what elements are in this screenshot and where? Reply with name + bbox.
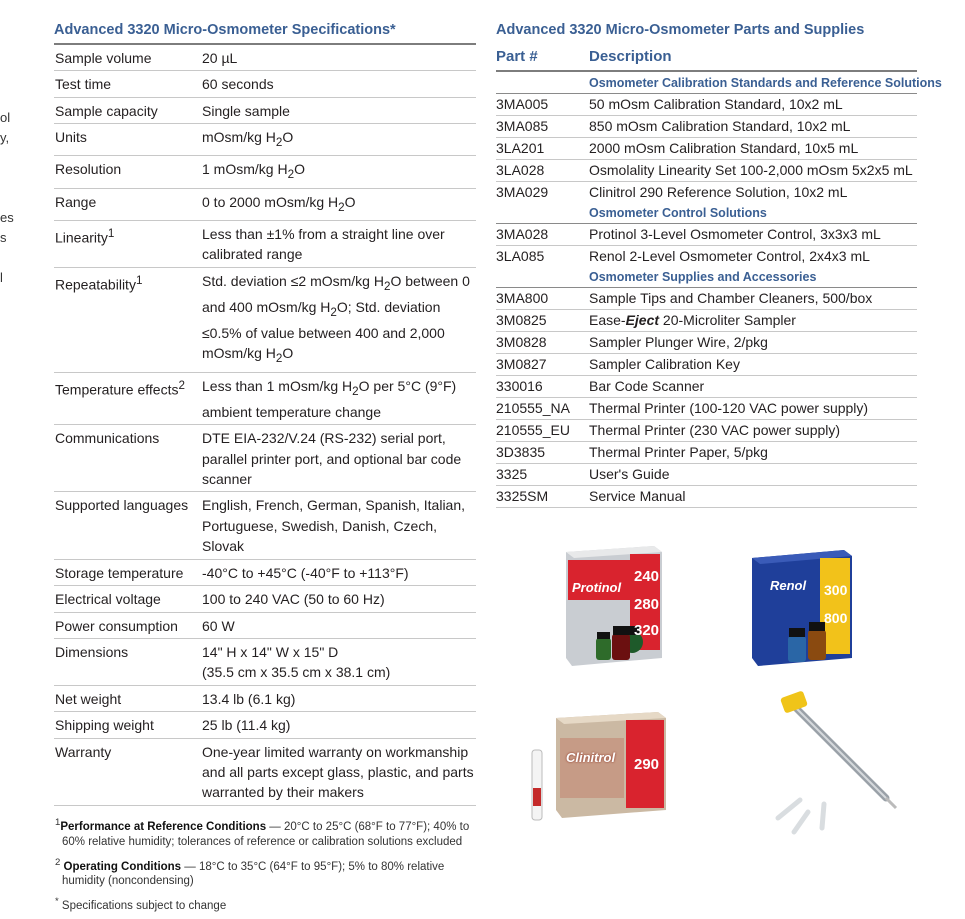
footnote: $^1$Performance at Reference Conditions — 20°C to 25°C (68°F to 77°F); 40% to 60% relative humidity; tolerances of reference or calibration solutions excluded [55,816,470,848]
part-description: Thermal Printer (230 VAC power supply) [589,422,841,438]
spec-label: Supported languages [55,497,189,514]
spec-label: Sample capacity [55,102,158,119]
spec-row [54,98,476,124]
spec-row [54,560,476,586]
part-description: Osmolality Linearity Set 100-2,000 mOsm 5x2x5 mL [589,162,913,178]
parts-row [496,309,917,331]
parts-row [496,287,917,309]
spec-value: Std. deviation ≤2 mOsm/kg $H_2O$ between 0 and 400 mOsm/kg $H_2O$; Std. deviation ≤0.5% of value between 400 and 2,000 mOsm/kg $H_2O$ [202,272,470,366]
spec-value: 0 to 2000 mOsm/kg $H_2O$ [202,193,356,214]
edge-fragment: es [0,210,14,225]
part-description: Sample Tips and Chamber Cleaners, 500/box [589,290,873,306]
description-header: Description [589,48,672,65]
spec-label: Communications [55,430,160,447]
protinol-product-image [558,538,678,678]
spec-label: Units [55,129,87,146]
spec-label: Resolution [55,161,122,178]
clinitrol-number: 290 [634,756,660,773]
parts-row [496,115,917,137]
parts-row [496,181,917,203]
spec-label: Range [55,193,97,210]
spec-value: Single sample [202,102,290,119]
spec-row [54,221,476,268]
part-description: 50 mOsm Calibration Standard, 10x2 mL [589,96,843,112]
parts-row [496,441,917,463]
spec-row [54,189,476,221]
part-number: 3MA028 [496,226,549,242]
spec-value: 20 µL [202,50,238,66]
spec-label: Linearity$^1$ [55,226,115,246]
clinitrol-product-image [526,698,676,838]
spec-value: DTE EIA-232/V.24 (RS-232) serial port, parallel printer port, and optional bar code scanner [202,430,462,488]
renol-product-image [744,538,864,673]
left-edge-fragments [0,108,16,288]
parts-row [496,463,917,485]
spec-row [54,45,476,71]
parts-row [496,331,917,353]
edge-fragment [0,248,16,268]
parts-header-row [496,43,917,72]
part-number: 3325SM [496,488,549,504]
part-number: 3LA028 [496,162,545,178]
protinol-label: Protinol [572,580,622,595]
spec-label: Warranty [55,743,112,760]
parts-row [496,485,917,508]
edge-fragment: s [0,230,7,245]
part-number: 3MA800 [496,290,549,306]
spec-value: 14" H x 14" W x 15" D (35.5 cm x 35.5 cm x 38.1 cm) [202,643,391,681]
parts-row [496,223,917,245]
clinitrol-label: Clinitrol [566,750,616,765]
spec-value: 1 mOsm/kg $H_2O$ [202,161,305,182]
parts-row [496,93,917,115]
sampler-product-image [760,690,910,840]
part-description: Ease-Eject 20-Microliter Sampler [589,312,796,328]
part-number: 3325 [496,466,528,482]
footnotes [54,815,476,914]
part-description: Sampler Plunger Wire, 2/pkg [589,334,768,350]
part-number: 3LA201 [496,140,545,156]
parts-section-heading: Osmometer Calibration Standards and Reference Solutions [589,76,942,90]
part-description: Service Manual [589,488,686,504]
specifications-panel [54,17,476,919]
spec-label: Sample volume [55,50,152,66]
parts-table [496,72,942,508]
spec-label: Power consumption [55,617,178,634]
parts-row [496,375,917,397]
part-number: 3M0828 [496,334,547,350]
part-number: 3MA029 [496,184,549,200]
spec-label: Electrical voltage [55,591,161,608]
edge-fragment: y, [0,130,10,145]
protinol-number-3: 320 [634,622,660,639]
spec-value: -40°C to +45°C (-40°F to +113°F) [202,564,409,581]
spec-value: Less than ±1% from a straight line over calibrated range [202,225,445,263]
protinol-number-1: 240 [634,568,660,585]
part-number: 210555_NA [496,400,570,416]
parts-title: Advanced 3320 Micro-Osmometer Parts and Supplies [496,22,865,38]
spec-label: Net weight [55,690,122,707]
spec-row [54,124,476,156]
spec-row [54,586,476,612]
spec-row [54,712,476,738]
spec-row [54,268,476,373]
spec-label: Storage temperature [55,564,184,581]
part-number-header: Part # [496,48,538,65]
spec-value: 25 lb (11.4 kg) [202,717,291,734]
spec-row [54,686,476,712]
spec-value: One-year limited warranty on workmanship and all parts except glass, plastic, and parts warranted by their makers [202,743,474,801]
part-description: Sampler Calibration Key [589,356,740,372]
spec-value: mOsm/kg $H_2O$ [202,129,294,150]
parts-panel [496,17,942,508]
part-description: Thermal Printer (100-120 VAC power supply) [589,400,869,416]
spec-row [54,613,476,639]
parts-row [496,397,917,419]
part-number: 3D3835 [496,444,546,460]
edge-fragment [0,168,16,188]
edge-fragment [0,148,16,168]
parts-section-heading: Osmometer Supplies and Accessories [589,270,817,284]
spec-value: 100 to 240 VAC (50 to 60 Hz) [202,591,385,608]
part-number: 3LA085 [496,248,545,264]
parts-section-heading: Osmometer Control Solutions [589,206,767,220]
parts-row [496,245,917,267]
spec-label: Dimensions [55,643,129,660]
part-description: Bar Code Scanner [589,378,705,394]
part-number: 3MA005 [496,96,549,112]
spec-row [54,71,476,97]
part-description: 2000 mOsm Calibration Standard, 10x5 mL [589,140,859,156]
spec-row [54,425,476,492]
spec-label: Test time [55,76,112,93]
spec-label: Temperature effects$^2$ [55,378,185,398]
part-number: 3M0825 [496,312,547,328]
spec-row [54,492,476,559]
part-number: 3M0827 [496,356,547,372]
edge-fragment [0,188,16,208]
part-description: 850 mOsm Calibration Standard, 10x2 mL [589,118,851,134]
parts-row [496,419,917,441]
parts-row [496,137,917,159]
spec-value: 60 seconds [202,76,274,93]
parts-row [496,353,917,375]
spec-value: 13.4 lb (6.1 kg) [202,690,296,707]
spec-value: English, French, German, Spanish, Italian, Portuguese, Swedish, Danish, Czech, Slovak [202,497,466,555]
renol-label: Renol [770,578,807,593]
part-description: User's Guide [589,466,670,482]
edge-fragment: l [0,270,3,285]
specifications-title: Advanced 3320 Micro-Osmometer Specifications* [54,22,396,38]
protinol-number-2: 280 [634,596,660,613]
footnote: $^2$ Operating Conditions — 18°C to 35°C (64°F to 95°F); 5% to 80% relative humidity (noncondensing) [55,856,445,888]
product-photos [490,530,920,845]
renol-number-1: 300 [824,582,848,598]
spec-label: Repeatability$^1$ [55,273,143,293]
spec-value: 60 W [202,617,235,634]
edge-fragment: ol [0,110,11,125]
spec-row [54,639,476,686]
part-description: Thermal Printer Paper, 5/pkg [589,444,768,460]
specifications-table [54,45,476,806]
part-number: 330016 [496,378,543,394]
spec-value: Less than 1 mOsm/kg $H_2O$ per 5°C (9°F) ambient temperature change [202,377,457,420]
part-number: 210555_EU [496,422,570,438]
part-description: Renol 2-Level Osmometer Control, 2x4x3 mL [589,248,870,264]
spec-label: Shipping weight [55,717,154,734]
spec-row [54,739,476,806]
part-description: Clinitrol 290 Reference Solution, 10x2 mL [589,184,848,200]
renol-number-2: 800 [824,610,848,626]
footnote: * Specifications subject to change [55,896,227,913]
spec-row [54,156,476,188]
spec-row [54,373,476,426]
part-description: Protinol 3-Level Osmometer Control, 3x3x3 mL [589,226,881,242]
parts-row [496,159,917,181]
part-number: 3MA085 [496,118,549,134]
